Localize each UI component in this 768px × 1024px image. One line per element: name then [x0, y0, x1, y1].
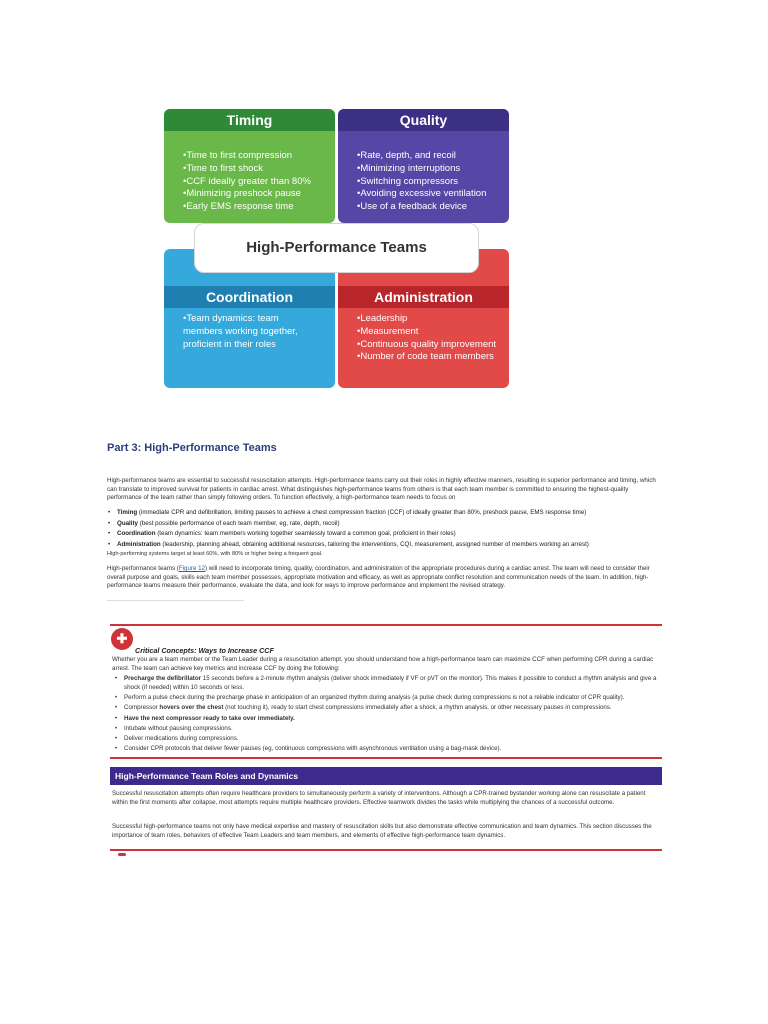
focus-item	[117, 529, 672, 540]
critical-item	[124, 703, 674, 713]
administration-item: • Continuous quality improvement	[357, 339, 496, 352]
para-text: High-performance teams (	[107, 565, 179, 572]
critical-item-text: 15 seconds before a 2-minute rhythm analysis (deliver shock immediately if VF or pVT on the monitor). This makes it possible to conduct a rhythm analysis and give a shock (if needed) within 10 seconds or less.	[124, 675, 657, 691]
quality-item: • Use of a feedback device	[357, 201, 486, 214]
roles-section-header: High-Performance Team Roles and Dynamics	[110, 767, 662, 785]
administration-list	[357, 313, 496, 364]
timing-item: • Minimizing preshock pause	[183, 188, 311, 201]
critical-item-text: (not touching it), ready to start chest compressions immediately after a shock, a rhythm analysis, or other necessary pauses in compressions.	[223, 704, 612, 712]
divider	[107, 600, 244, 601]
administration-item: • Measurement	[357, 326, 496, 339]
critical-bottom-rule	[110, 757, 662, 759]
high-performance-teams-diagram	[164, 109, 509, 389]
coordination-list	[183, 313, 313, 351]
roles-paragraph: Successful high-performance teams not only have medical expertise and mastery of resuscitation skills but also demonstrate effective communication and team dynamics. This section discusses the importance of team roles, behaviors of effective Team Leaders and team members, and elements of effective high-performance team dynamics.	[112, 823, 652, 839]
coordination-title: Coordination	[164, 286, 335, 308]
critical-item	[124, 734, 674, 744]
timing-item: • Early EMS response time	[183, 201, 311, 214]
roles-bottom-rule	[110, 849, 662, 851]
critical-item	[124, 744, 674, 754]
diagram-center-label: High-Performance Teams	[194, 223, 479, 273]
critical-list	[112, 675, 674, 754]
focus-text: (leadership, planning ahead, obtaining additional resources, tailoring the interventions, CQI, measurement, assigned number of members working an arrest)	[160, 540, 589, 548]
section-title: Part 3: High-Performance Teams	[107, 442, 277, 454]
critical-item	[124, 693, 674, 703]
critical-item-text: Intubate without pausing compressions.	[124, 724, 233, 732]
focus-term: Timing	[117, 509, 138, 516]
para-text: ) will need to incorporate timing, quality, coordination, and administration of the appropriate procedures during a cardiac arrest. The team will need to consider their overall purpose and goals, skills each team member possesses, appropriate motivation and efficacy, as well as appropriate conflict resolution and communication needs of the team. In addition, high-performance teams measure their performance, evaluate the data, and look for ways to improve performance and implement the revised strategy.	[107, 565, 650, 590]
timing-title: Timing	[164, 109, 335, 131]
quality-item: • Avoiding excessive ventilation	[357, 188, 486, 201]
quality-title: Quality	[338, 109, 509, 131]
administration-title: Administration	[338, 286, 509, 308]
critical-item	[124, 724, 674, 734]
administration-item: • Number of code team members	[357, 351, 496, 364]
critical-item	[124, 675, 674, 693]
critical-item-bold: Have the next compressor ready to take over immediately.	[124, 714, 295, 722]
focus-term: Quality	[117, 519, 138, 527]
paragraph-figure	[107, 565, 662, 591]
quality-quadrant	[338, 109, 509, 223]
critical-concept-icon: ✚	[111, 628, 133, 650]
figure-link[interactable]: Figure 12	[178, 565, 206, 572]
quality-item: • Rate, depth, and recoil	[357, 150, 486, 163]
focus-term: Administration	[117, 540, 161, 548]
critical-item-bold: hovers over the chest	[159, 704, 224, 712]
administration-item: • Leadership	[357, 313, 496, 326]
footnote: High-performing systems target at least 60%, with 80% or higher being a frequent goal.	[107, 551, 323, 557]
timing-item: • CCF ideally greater than 80%	[183, 176, 311, 189]
timing-item: • Time to first shock	[183, 163, 311, 176]
critical-intro: Whether you are a team member or the Team Leader during a resuscitation attempt, you should understand how a high-performance team can maximize CCF when performing CPR during a cardiac arrest. The team can achieve key metrics and increase CCF by doing the following:	[112, 656, 654, 672]
critical-item-pre: Compressor	[124, 704, 160, 712]
partial-icon	[118, 853, 126, 856]
critical-item-bold: Precharge the defibrillator	[124, 675, 202, 682]
focus-item	[117, 519, 672, 530]
critical-item-text: Consider CPR protocols that deliver fewer pauses (eg, continuous compressions with asynchronous ventilation using a bag-mask device).	[124, 745, 502, 753]
intro-paragraph: High-performance teams are essential to successful resuscitation attempts. High-performance teams carry out their roles in highly effective manners, resulting in superior performance and timing, which can translate to improved survival for patients in cardiac arrest. What distinguishes high-performance teams from others is that each team member is committed to ensuring the highest-quality performance of the team rather than simply following orders. To function effectively, a high-performance team needs to focus on	[107, 477, 656, 502]
timing-list	[183, 150, 311, 214]
critical-item	[124, 714, 674, 724]
focus-text: (best possible performance of each team member, eg, rate, depth, recoil)	[137, 519, 340, 527]
focus-item	[117, 508, 672, 519]
focus-list	[107, 508, 672, 550]
critical-title: Critical Concepts: Ways to Increase CCF	[135, 646, 274, 655]
focus-text: (team dynamics: team members working together seamlessly toward a common goal, proficient in their roles)	[155, 530, 456, 537]
quality-item: • Switching compressors	[357, 176, 486, 189]
quality-item: • Minimizing interruptions	[357, 163, 486, 176]
timing-quadrant	[164, 109, 335, 223]
timing-item: • Time to first compression	[183, 150, 311, 163]
focus-item	[117, 540, 672, 551]
critical-top-rule	[110, 624, 662, 626]
roles-paragraph: Successful resuscitation attempts often require healthcare providers to simultaneously perform a variety of interventions. Although a CPR-trained bystander working alone can resuscitate a patient within the first moments after collapse, most attempts require multiple healthcare providers. Effective teamwork divides the tasks while multiplying the chances of a successful outcome.	[112, 790, 646, 806]
focus-text: (immediate CPR and defibrillation, limiting pauses to achieve a chest compression fraction (CCF) of ideally greater than 80%, preshock pause, EMS response time)	[137, 509, 587, 516]
focus-term: Coordination	[117, 530, 156, 537]
coordination-item: • Team dynamics: team members working together, proficient in their roles	[183, 313, 313, 351]
quality-list	[357, 150, 486, 214]
critical-item-text: Deliver medications during compressions.	[124, 735, 239, 742]
critical-item-text: Perform a pulse check during the precharge phase in anticipation of an organized rhythm during analysis (a pulse check during compressions is not a reliable indicator of CPR quality).	[124, 694, 625, 702]
